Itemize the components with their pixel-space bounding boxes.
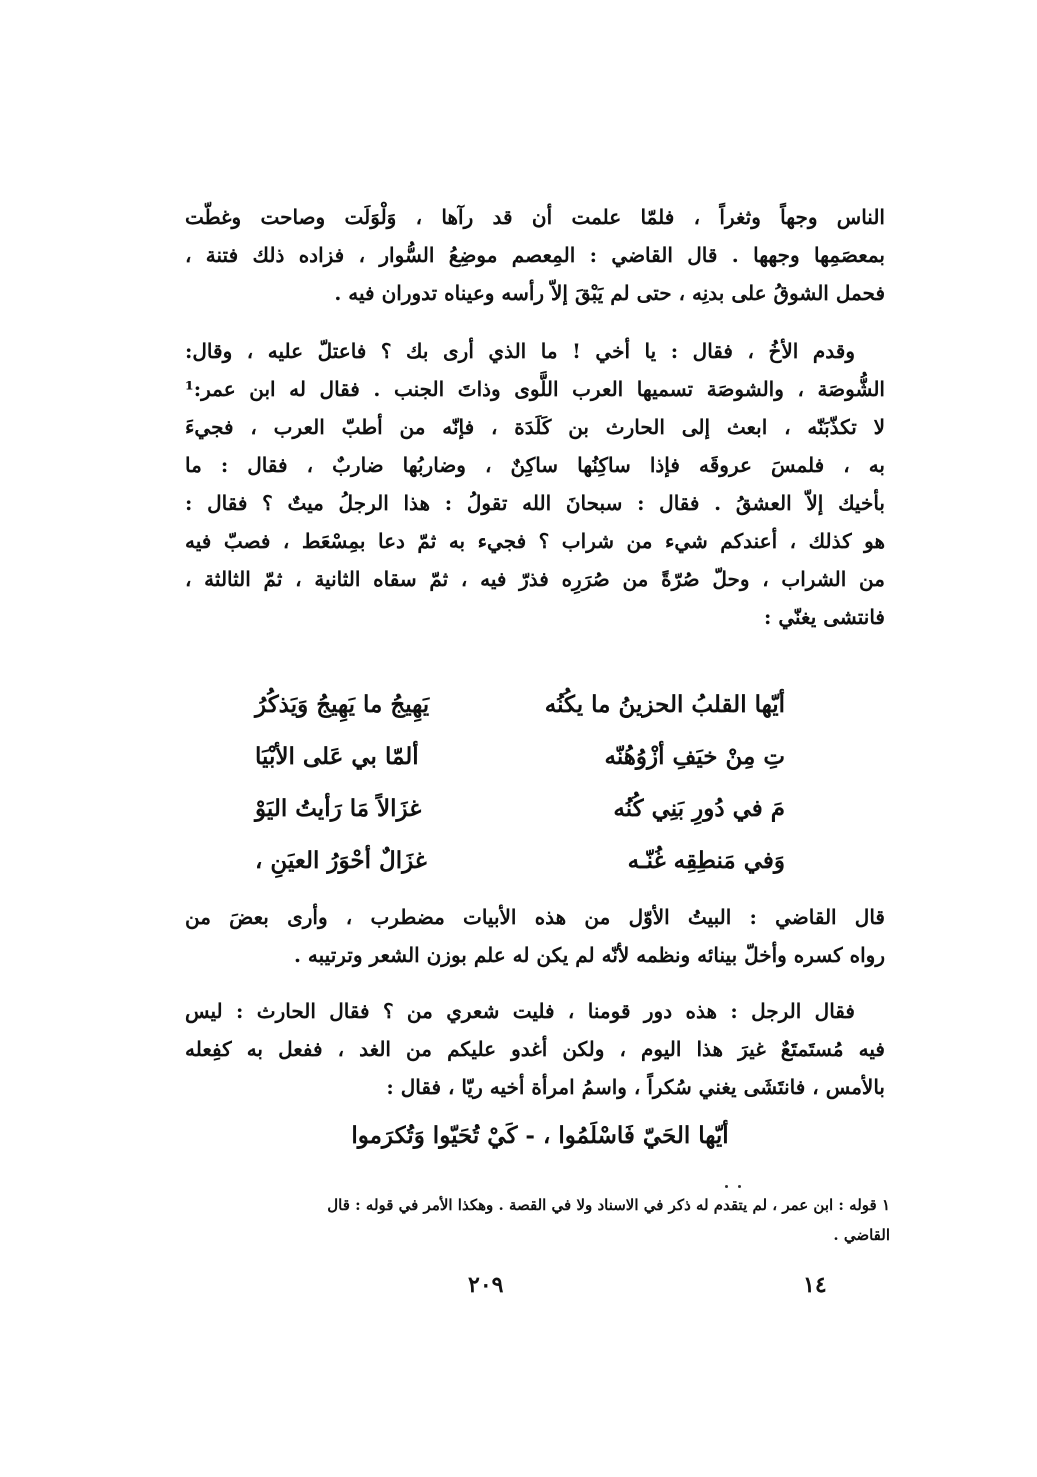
text-line: فيه مُستَمتَعٌ غيرَ هذا اليوم ، ولكن أغدو عليكم من الغد ، ففعل به كفِعله bbox=[185, 1037, 885, 1061]
text-line: به ، فلمسَ عروقَه فإذا ساكِنُها ساكِنٌ ، وضاربُها ضاربٌ ، فقال : ما bbox=[185, 453, 885, 477]
verse-first-hemistich: وَفي مَنطِقِه غُنّـه bbox=[627, 847, 785, 874]
verse-second-hemistich: غزَالاً مَا رَأيتُ اليَوْ bbox=[255, 795, 422, 822]
text-line: فقال الرجل : هذه دور قومنا ، فليت شعري من ؟ فقال الحارث : ليس bbox=[185, 999, 855, 1023]
text-line: وقدم الأخُ ، فقال : يا أخي ! ما الذي أرى بك ؟ فاعتلّ عليه ، وقال: bbox=[185, 339, 855, 363]
verse bbox=[255, 735, 785, 787]
verse-first-hemistich: أيّها القلبُ الحزينُ ما يكُنُه bbox=[544, 691, 785, 718]
text-line: قال القاضي : البيتُ الأوّل من هذه الأبيات مضطرب ، وأرى بعضَ من bbox=[185, 905, 885, 929]
footnote-line: القاضي . bbox=[833, 1226, 890, 1244]
text-line: لا تكذّبَنّه ، ابعث إلى الحارث بن كَلَدَة ، فإنّه من أطبّ العرب ، فجيءَ bbox=[185, 415, 885, 439]
verse bbox=[255, 787, 785, 839]
verse bbox=[255, 683, 785, 735]
text-line: بالأمس ، فانتَشَى يغني سُكراً ، واسمُ امرأة أخيه ريّا ، فقال : bbox=[386, 1075, 885, 1099]
verse-second-hemistich: غزَالٌ أحْوَرُ العيَنِ ، bbox=[255, 847, 427, 874]
verse bbox=[255, 839, 785, 891]
text-line: بمعصَمِها وجهها . قال القاضي : المِعصم موضِعُ السُّوار ، فزاده ذلك فتنة ، bbox=[185, 243, 885, 267]
poem-verses bbox=[255, 683, 785, 891]
signature-mark: ١٤ bbox=[803, 1272, 827, 1298]
single-verse: أيّها الحَيّ فَاسْلَمُوا ، - كَيْ تُحَيّوا وَتُكرَموا bbox=[351, 1122, 729, 1149]
footnote-divider bbox=[725, 1173, 760, 1175]
footnote bbox=[180, 1190, 890, 1250]
paragraph-1 bbox=[185, 198, 885, 312]
text-line: فحمل الشوقُ على بدنِه ، حتى لم يَبْقَ إلاّ رأسه وعيناه تدوران فيه . bbox=[334, 281, 885, 305]
paragraph-4 bbox=[185, 992, 885, 1106]
text-line: رواه كسره وأخلّ بينائه ونظمه لأنّه لم يكن له علم بوزن الشعر وترتيبه . bbox=[293, 943, 885, 967]
text-line: الشُّوصَة ، والشوصَة تسميها العرب اللَّوى وذاتَ الجنب . فقال له ابن عمر:¹ bbox=[185, 377, 885, 401]
verse-second-hemistich: ألمّا بي عَلى الأبْيَا bbox=[255, 743, 419, 770]
verse-first-hemistich: تِ مِنْ خيَفِ أزْوُهُنّه bbox=[604, 743, 785, 770]
text-line: فانتشى يغنّي : bbox=[764, 605, 885, 629]
verse-first-hemistich: مَ في دُورِ بَنِي كُنُه bbox=[613, 795, 785, 822]
text-line: هو كذلك ، أعندكم شيء من شراب ؟ فجيء به ثمّ دعا بمِسْعَط ، فصبّ فيه bbox=[185, 529, 885, 553]
verse-second-hemistich: يَهِيجُ ما يَهِيجُ وَيَذكُرُ bbox=[255, 691, 430, 718]
text-line: الناس وجهاً وثغراً ، فلمّا علمت أن قد رآها ، وَلْوَلَت وصاحت وغطّت bbox=[185, 205, 885, 229]
text-line: بأخيك إلاّ العشقُ . فقال : سبحانَ الله تقولُ : هذا الرجلُ ميتٌ ؟ فقال : bbox=[185, 491, 885, 515]
text-line: من الشراب ، وحلّ صُرّةً من صُرَرِه فذرّ فيه ، ثمّ سقاه الثانية ، ثمّ الثالثة ، bbox=[185, 567, 885, 591]
paragraph-3 bbox=[185, 898, 885, 974]
footnote-line: ١ قوله : ابن عمر ، لم يتقدم له ذكر في الاسناد ولا في القصة . وهكذا الأمر في قوله : قال bbox=[327, 1196, 890, 1214]
paragraph-2 bbox=[185, 332, 885, 636]
page-number: ٢٠٩ bbox=[468, 1272, 504, 1298]
